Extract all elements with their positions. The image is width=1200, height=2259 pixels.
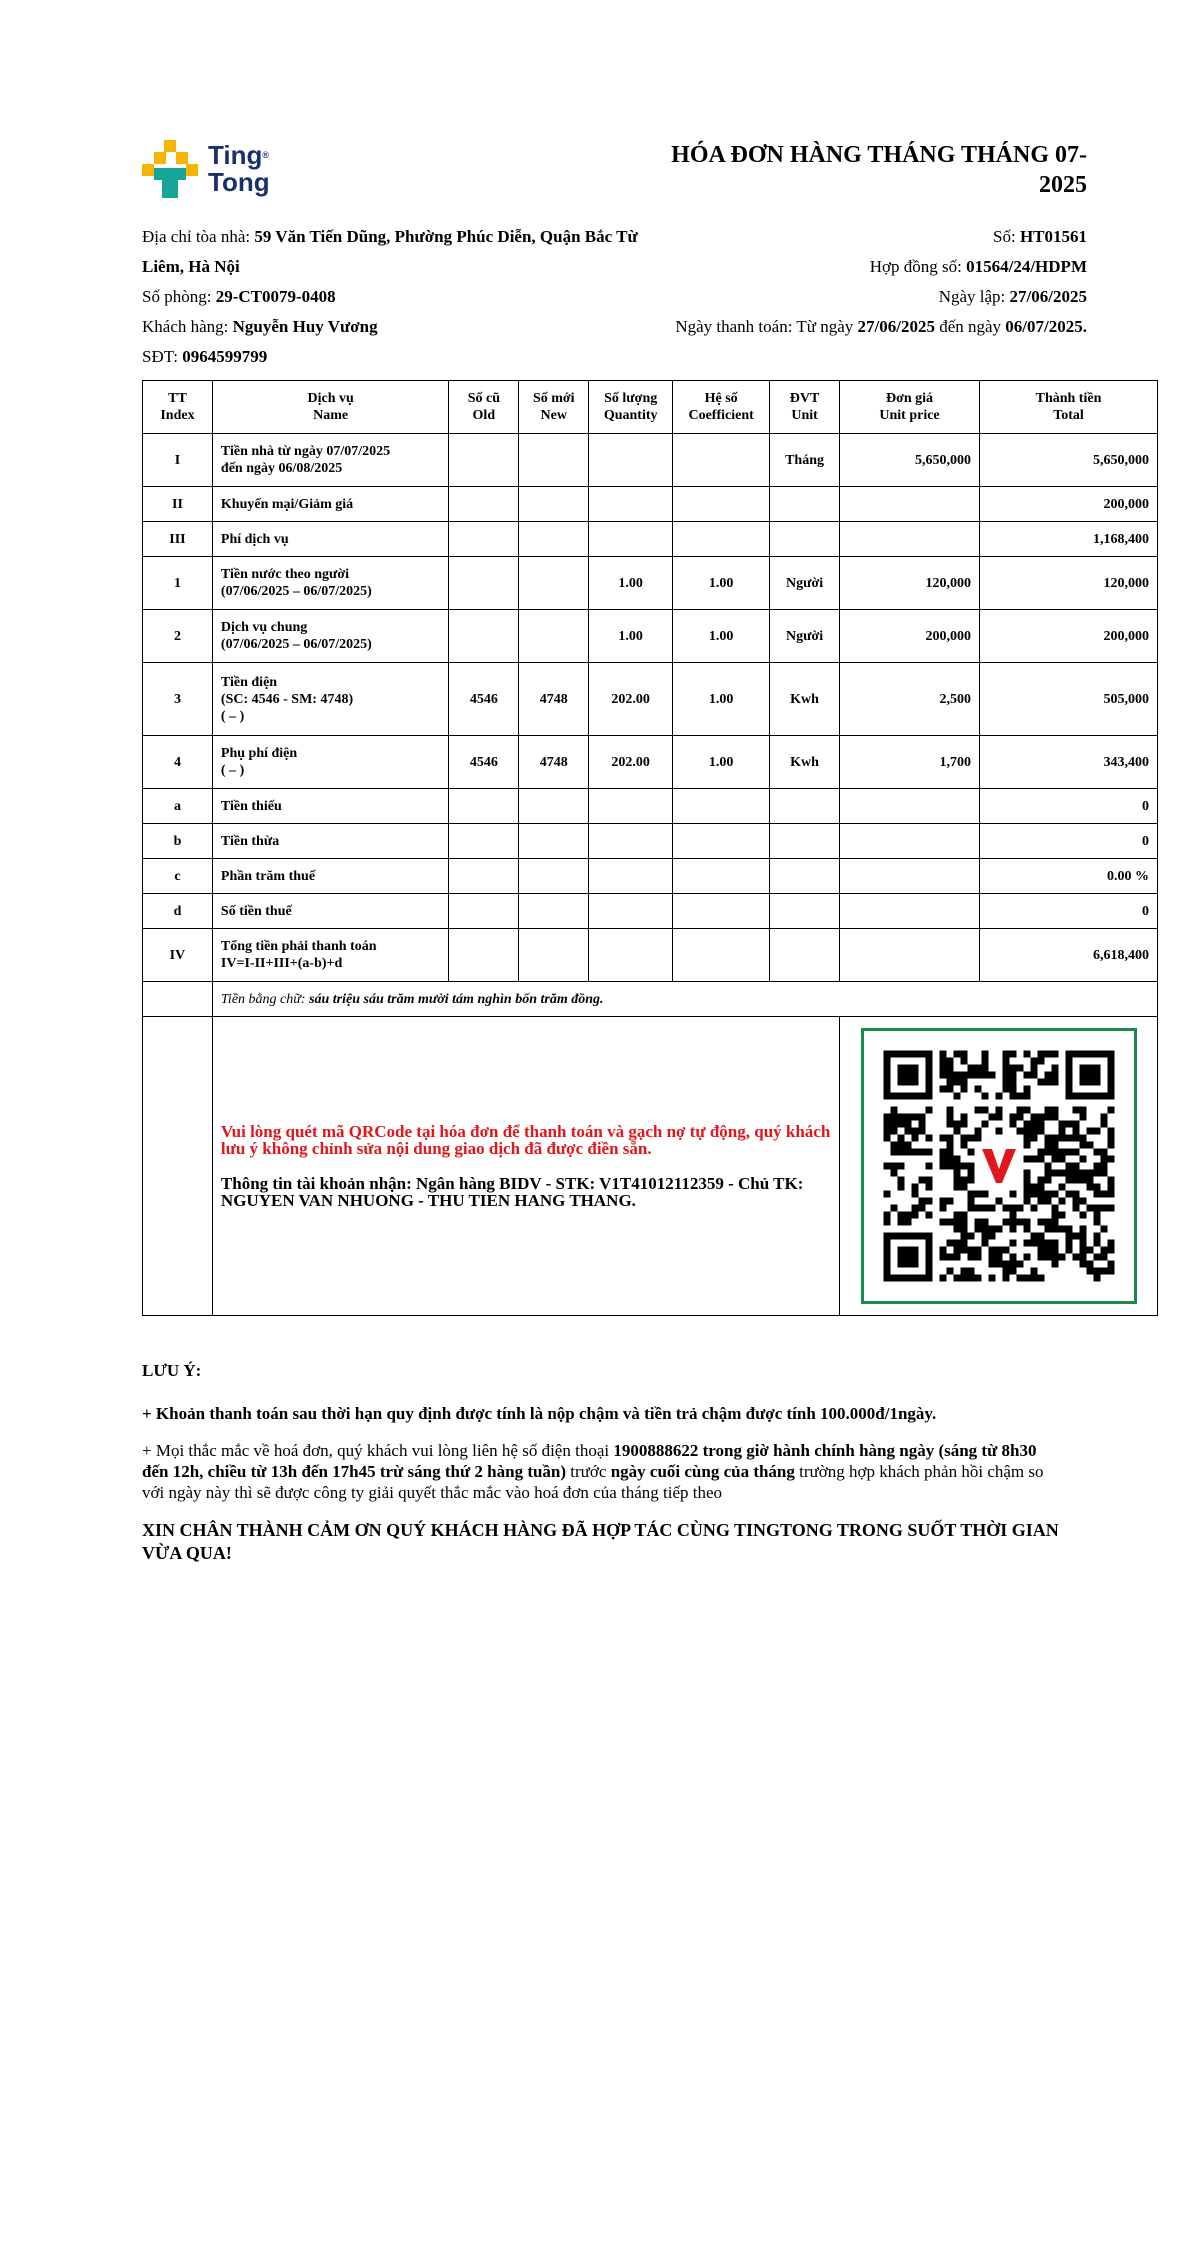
column-header-vi: Đơn giá (885, 391, 934, 406)
row-quantity (589, 859, 673, 894)
customer-label: Khách hàng: (142, 317, 233, 336)
address-label: Địa chỉ tòa nhà: (142, 227, 255, 246)
qr-instruction: Vui lòng quét mã QRCode tại hóa đơn để thanh toán và gạch nợ tự động, quý khách lưu ý không chỉnh sửa nội dung giao dịch đã được điền sẵn. (220, 1122, 831, 1158)
words-label: Tiền bằng chữ: (220, 991, 310, 1007)
row-new-reading (519, 434, 589, 487)
account-number: V1T41012112359 (599, 1174, 724, 1193)
row-unit (770, 789, 840, 824)
row-coefficient: 1.00 (673, 663, 770, 736)
row-unit: Kwh (770, 663, 840, 736)
column-header (840, 381, 980, 434)
row-total: 200,000 (979, 487, 1157, 522)
row-total: 505,000 (979, 663, 1157, 736)
row-unit (770, 929, 840, 982)
table-row (143, 736, 1158, 789)
row-quantity (589, 522, 673, 557)
table-header-row (143, 381, 1158, 434)
column-header (212, 381, 448, 434)
column-header-vi: Số mới (532, 391, 575, 406)
payment-period-line (567, 312, 1087, 342)
row-quantity (589, 824, 673, 859)
row-old-reading: 4546 (449, 663, 519, 736)
row-index: II (143, 487, 213, 522)
row-index: IV (143, 929, 213, 982)
row-service-name: Tiền thiếu (212, 789, 448, 824)
row-total: 0 (979, 824, 1157, 859)
bank-account-info (221, 1175, 831, 1209)
table-row (143, 557, 1158, 610)
row-new-reading: 4748 (519, 736, 589, 789)
column-header-en: Coefficient (688, 408, 754, 423)
contact-rule-b: 1900888622 trong giờ hành chính hàng ngày (sáng từ 8h30 đến 12h, chiều từ 13h đến 17h45 trừ sáng thứ 2 hàng tuần) (142, 1441, 1037, 1481)
row-index: I (143, 434, 213, 487)
row-total: 6,618,400 (979, 929, 1157, 982)
row-unit (770, 824, 840, 859)
contact-rule (142, 1440, 1062, 1503)
row-unit-price (840, 859, 980, 894)
row-index: 4 (143, 736, 213, 789)
words-empty-cell (143, 982, 213, 1017)
qr-code[interactable] (861, 1028, 1137, 1304)
row-coefficient: 1.00 (673, 736, 770, 789)
row-unit-price (840, 789, 980, 824)
phone-line (142, 342, 662, 372)
contract-value: 01564/24/HDPM (966, 257, 1087, 276)
row-unit-price: 1,700 (840, 736, 980, 789)
row-index: c (143, 859, 213, 894)
column-header-en: Unit price (879, 408, 940, 423)
row-old-reading (449, 929, 519, 982)
table-body (143, 434, 1158, 982)
invoice-table (142, 380, 1158, 1316)
column-header-en: New (540, 408, 567, 423)
row-quantity (589, 894, 673, 929)
row-old-reading: 4546 (449, 736, 519, 789)
row-new-reading (519, 824, 589, 859)
row-old-reading (449, 824, 519, 859)
room-value: 29-CT0079-0408 (215, 287, 336, 306)
row-index: d (143, 894, 213, 929)
row-unit-price: 120,000 (840, 557, 980, 610)
row-service-name: Phí dịch vụ (212, 522, 448, 557)
row-old-reading (449, 522, 519, 557)
row-service-name: Tiền thừa (212, 824, 448, 859)
row-coefficient (673, 824, 770, 859)
customer-value: Nguyễn Huy Vương (232, 317, 378, 336)
row-service-name: Tổng tiền phải thanh toán IV=I-II+III+(a-b)+d (212, 929, 448, 982)
contact-rule-d: ngày cuối cùng của tháng (610, 1462, 795, 1481)
column-header-vi: ĐVT (789, 391, 820, 406)
row-new-reading (519, 557, 589, 610)
invoice-title: HÓA ĐƠN HÀNG THÁNG THÁNG 07-2025 (671, 142, 1087, 198)
table-row (143, 434, 1158, 487)
issue-date-line (567, 282, 1087, 312)
row-coefficient (673, 434, 770, 487)
row-unit (770, 894, 840, 929)
table-row (143, 929, 1158, 982)
row-index: 1 (143, 557, 213, 610)
logo-wordmark (208, 142, 270, 196)
thank-you-message: XIN CHÂN THÀNH CẢM ƠN QUÝ KHÁCH HÀNG ĐÃ HỢP TÁC CÙNG TINGTONG TRONG SUỐT THỜI GIAN VỪA QUA! (142, 1520, 1059, 1563)
column-header-vi: Số lượng (604, 391, 658, 406)
row-unit-price (840, 929, 980, 982)
issue-date-value: 27/06/2025 (1009, 287, 1087, 306)
column-header (770, 381, 840, 434)
column-header-en: Index (160, 408, 195, 423)
contact-rule-e: trường hợp khách phản hồi chậm so với ngày này thì sẽ được công ty giải quyết thắc mắc vào hoá đơn của tháng tiếp theo (142, 1462, 1044, 1502)
logo-registered: ® (262, 150, 270, 160)
row-quantity (589, 789, 673, 824)
table-row (143, 487, 1158, 522)
late-payment-rule: + Khoản thanh toán sau thời hạn quy định được tính là nộp chậm và tiền trả chậm được tính 100.000đ/1ngày. (142, 1404, 937, 1423)
account-owner: NGUYEN VAN NHUONG - THU TIEN HANG THANG (220, 1191, 632, 1210)
payment-period-label: Ngày thanh toán: Từ ngày (675, 317, 858, 336)
row-service-name: Tiền điện (SC: 4546 - SM: 4748) ( – ) (212, 663, 448, 736)
row-total: 120,000 (979, 557, 1157, 610)
invoice-meta (567, 222, 1087, 342)
contact-rule-a: + Mọi thắc mắc về hoá đơn, quý khách vui lòng liên hệ số điện thoại (142, 1441, 614, 1460)
row-unit: Người (770, 557, 840, 610)
row-coefficient: 1.00 (673, 557, 770, 610)
column-header-vi: Thành tiền (1035, 391, 1102, 406)
row-new-reading (519, 894, 589, 929)
row-service-name: Phần trăm thuế (212, 859, 448, 894)
row-service-name: Phụ phí điện ( – ) (212, 736, 448, 789)
room-label: Số phòng: (142, 287, 216, 306)
row-service-name: Tiền nước theo người (07/06/2025 – 06/07/2025) (212, 557, 448, 610)
column-header-vi: Hệ số (704, 391, 738, 406)
qr-cell (840, 1017, 1158, 1316)
row-quantity (589, 929, 673, 982)
row-unit: Kwh (770, 736, 840, 789)
row-total: 0 (979, 789, 1157, 824)
row-quantity (589, 487, 673, 522)
row-unit: Người (770, 610, 840, 663)
row-coefficient (673, 929, 770, 982)
row-index: 2 (143, 610, 213, 663)
tingtong-logo (142, 140, 292, 202)
table-row (143, 610, 1158, 663)
address-value: 59 Văn Tiến Dũng, Phường Phúc Diễn, Quận Bắc Từ Liêm, Hà Nội (142, 227, 638, 276)
logo-mark-icon (142, 140, 204, 202)
row-quantity: 202.00 (589, 736, 673, 789)
logo-text-tong: Tong (208, 167, 270, 197)
row-coefficient (673, 522, 770, 557)
column-header (449, 381, 519, 434)
column-header-en: Total (1053, 408, 1084, 423)
issue-date-label: Ngày lập: (938, 287, 1010, 306)
row-total: 0.00 % (979, 859, 1157, 894)
row-new-reading: 4748 (519, 663, 589, 736)
table-row (143, 859, 1158, 894)
payment-note-row (143, 1017, 1158, 1316)
row-unit-price (840, 487, 980, 522)
contract-label: Hợp đồng số: (869, 257, 967, 276)
row-index: b (143, 824, 213, 859)
row-old-reading (449, 859, 519, 894)
invoice-number-line (567, 222, 1087, 252)
row-unit (770, 522, 840, 557)
row-old-reading (449, 557, 519, 610)
row-service-name: Dịch vụ chung (07/06/2025 – 06/07/2025) (212, 610, 448, 663)
row-coefficient (673, 894, 770, 929)
row-index: 3 (143, 663, 213, 736)
phone-label: SĐT: (142, 347, 183, 366)
row-service-name: Tiền nhà từ ngày 07/07/2025 đến ngày 06/08/2025 (212, 434, 448, 487)
payment-from-date: 27/06/2025 (857, 317, 935, 336)
table-row (143, 894, 1158, 929)
column-header (673, 381, 770, 434)
account-owner-label: - Chủ TK: (723, 1174, 804, 1193)
logo-text-ting: Ting (208, 140, 263, 170)
column-header-en: Old (472, 408, 496, 423)
column-header (979, 381, 1157, 434)
row-old-reading (449, 789, 519, 824)
column-header-en: Name (313, 408, 349, 423)
account-prefix: Thông tin tài khoản nhận: Ngân hàng BIDV - STK: (220, 1174, 600, 1193)
row-old-reading (449, 434, 519, 487)
table-row (143, 824, 1158, 859)
row-quantity: 1.00 (589, 557, 673, 610)
row-new-reading (519, 610, 589, 663)
amount-in-words (212, 982, 1157, 1017)
row-unit-price (840, 522, 980, 557)
column-header-vi: TT (168, 391, 187, 406)
row-index: a (143, 789, 213, 824)
row-coefficient: 1.00 (673, 610, 770, 663)
column-header (143, 381, 213, 434)
row-unit-price: 5,650,000 (840, 434, 980, 487)
payment-note (212, 1017, 839, 1316)
column-header-vi: Số cũ (467, 391, 500, 406)
qr-code-icon (864, 1031, 1134, 1301)
invoice-number-value: HT01561 (1019, 227, 1087, 246)
column-header (589, 381, 673, 434)
payment-period-mid: đến ngày (934, 317, 1006, 336)
note-empty-cell (143, 1017, 213, 1316)
row-new-reading (519, 929, 589, 982)
row-new-reading (519, 487, 589, 522)
row-coefficient (673, 487, 770, 522)
row-total: 0 (979, 894, 1157, 929)
row-new-reading (519, 789, 589, 824)
row-new-reading (519, 859, 589, 894)
notes-section (142, 1360, 1062, 1581)
row-quantity: 1.00 (589, 610, 673, 663)
amount-in-words-row (143, 982, 1158, 1017)
table-row (143, 663, 1158, 736)
column-header-vi: Dịch vụ (307, 391, 354, 406)
row-total: 5,650,000 (979, 434, 1157, 487)
row-index: III (143, 522, 213, 557)
row-coefficient (673, 789, 770, 824)
row-unit-price (840, 894, 980, 929)
row-coefficient (673, 859, 770, 894)
notes-heading: LƯU Ý: (142, 1361, 202, 1380)
words-value: sáu triệu sáu trăm mười tám nghìn bốn trăm đồng. (309, 991, 604, 1007)
row-new-reading (519, 522, 589, 557)
invoice-number-label: Số: (993, 227, 1020, 246)
contract-line (567, 252, 1087, 282)
column-header-en: Unit (791, 408, 818, 423)
column-header-en: Quantity (603, 408, 658, 423)
phone-value: 0964599799 (182, 347, 268, 366)
row-quantity (589, 434, 673, 487)
row-unit-price: 2,500 (840, 663, 980, 736)
row-unit-price: 200,000 (840, 610, 980, 663)
account-end: . (631, 1191, 636, 1210)
row-old-reading (449, 610, 519, 663)
table-row (143, 522, 1158, 557)
contact-rule-c: trước (566, 1462, 611, 1481)
row-old-reading (449, 487, 519, 522)
row-total: 343,400 (979, 736, 1157, 789)
row-quantity: 202.00 (589, 663, 673, 736)
table-row (143, 789, 1158, 824)
payment-to-date: 06/07/2025. (1005, 317, 1087, 336)
column-header (519, 381, 589, 434)
row-total: 1,168,400 (979, 522, 1157, 557)
row-service-name: Số tiền thuế (212, 894, 448, 929)
row-unit (770, 487, 840, 522)
row-unit-price (840, 824, 980, 859)
row-unit (770, 859, 840, 894)
row-unit: Tháng (770, 434, 840, 487)
row-old-reading (449, 894, 519, 929)
row-total: 200,000 (979, 610, 1157, 663)
row-service-name: Khuyến mại/Giảm giá (212, 487, 448, 522)
